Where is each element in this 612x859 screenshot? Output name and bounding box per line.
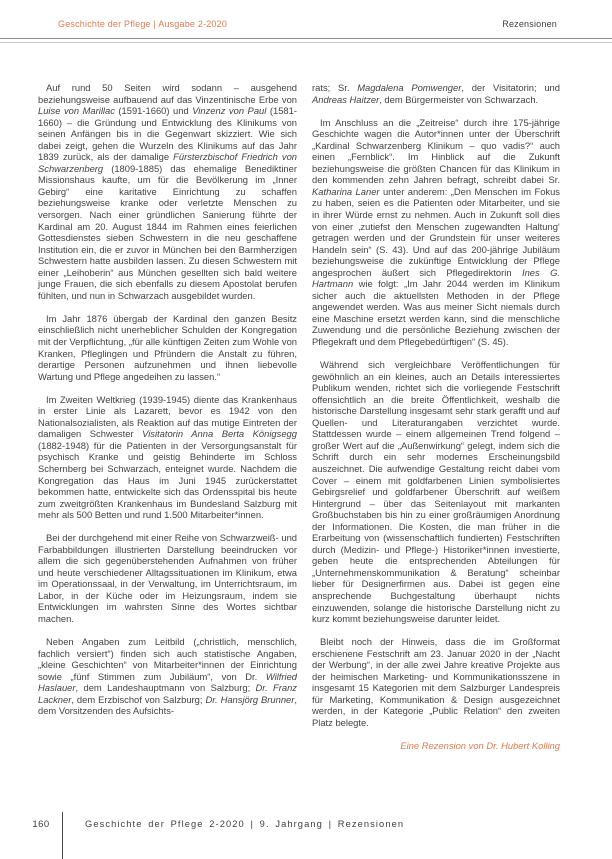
italic-text: Luise von Marillac [38,105,115,117]
review-author-line: Eine Rezension von Dr. Hubert Kolling [400,739,560,751]
body-text: (1591-1660) und [114,105,193,117]
body-text: Bei der durchgehend mit einer Reihe von Schwarzweiß- und Farbabbildungen illustrierten Darstellung beeindrucken vor allem die sich gegenüberstehenden Aufnahmen von früher und heute verschiedener Alltagssituationen im Klinikum, etwa im Operationssaal, in der Verwaltung, im Unterrichtsraum, im Labor, in der Küche oder im Heizungsraum, indem sie Entwicklungen im wahrsten Sinne des Wortes sichtbar machen. [38,532,297,625]
body-text: , dem Vorsitzenden des Aufsichts- [38,693,298,717]
body-text: , dem Landeshauptmann von Salzburg; [75,682,256,694]
header-rule [0,38,612,43]
italic-text: Vinzenz von Paul [192,105,267,117]
body-text: Im Jahr 1876 übergab der Kardinal den ganzen Besitz einschließlich nicht unerheblicher Schulden der Kongregation mit der Verpflichtung, „für alle künftigen Zeiten zum Wohle von Kranken, Pfleglingen und Pfründern die Anstalt zu führen, derartige Personen aufzunehmen und ihnen liebevolle Wartung und Pflege angedeihen zu lassen.“ [38,312,297,382]
footer-divider-line [62,812,63,859]
paragraph [312,82,560,105]
italic-text: Visitatorin Anna Berta Königsegg [142,428,297,440]
body-text: Auf rund 50 Seiten wird sodann – ausgehend beziehungsweise aufbauend auf das Vinzentinische Erbe von [38,82,297,105]
paragraph [38,394,297,521]
italic-text: Andreas Haitzer [312,93,380,105]
right-column [312,82,560,751]
paragraph [312,117,560,348]
italic-text: Magdalena Pomwenger [357,82,462,93]
italic-text: Dr. Hansjörg Brunner [205,693,295,705]
right-column-paragraphs [312,82,560,728]
italic-text: Katharina Laner [312,185,380,197]
body-text: rats; Sr. [312,82,358,93]
section-header: Rezensionen [502,19,557,29]
journal-title-header: Geschichte der Pflege | Ausgabe 2-2020 [58,19,228,29]
body-text: , dem Bürgermeister von Schwarzach. [379,93,539,105]
italic-text: Ines G. Hartmann [312,266,560,290]
paragraph [312,636,560,728]
left-column [38,82,297,751]
italic-text: Dr. Franz Lackner [38,682,297,705]
article-body [38,82,560,751]
body-text: , der Visitatorin; und [461,82,560,93]
body-text: (1809-1885) das ehemalige Benediktiner Missionshaus kaufte, um für die Bevölkerung im „Inner Gebirg“ eine karitative Einrichtung zu schaffen beziehungsweise kranke oder verletzte Menschen zu versorgen. Nach einer gründlichen Sanierung führte der Kardinal am 20. August 1844 im Rahmen eines feierlichen Gottesdienstes sieben Schwestern in die neu geschaffene Institution ein, die er zuvor in München bei den Barmherzigen Schwestern hatte ausbilden lassen. Zu diesen Schwestern mit einer „Leihoberin“ aus München gesellten sich bald weitere junge Frauen, die sich ebenfalls zu diesem Apostolat berufen fühlten, und nun in Schwarzach ausgebildet wurden. [38,162,297,301]
paragraph [38,313,297,382]
body-text: (1882-1948) für die Patienten in der Versorgungsanstalt für psychisch Kranke und geistig Behinderte im Schloss Schernberg bei Schwarzach, enteignet wurde. Nachdem die Kongregation das Haus im Juni 1945 zurückerstattet bekommen hatte, entwickelte sich das Ordensspital bis heute zum zweitgrößten Krankenhaus im Bundesland Salzburg mit mehr als 500 Betten und rund 1.500 Mitarbeiter*innen. [38,439,297,521]
body-text: (1581-1660) – die Gründung und Entwicklung des Klinikums von seinen Anfängen bis in die Gegenwart skizziert. Wie sich dabei zeigt, gehen die Wurzeln des Klinikums auf das Jahr 1839 zurück, als der damalige [38,105,297,163]
body-text: Während sich vergleichbare Veröffentlichungen für gewöhnlich an ein kleines, auch an Details interessiertes Publikum wenden, richtet sich die vorliegende Festschrift offensichtlich an die breite Öffentlichkeit, weshalb die historische Darstellung insgesamt sehr stark gerafft und auf Quellen- und Literaturangaben verzichtet wurde. Stattdessen wurde – einem allgemeinen Trend folgend – großer Wert auf die „Außenwirkung“ gelegt, indem sich die Schrift durch ein sehr modernes Erscheinungsbild auszeichnet. Die aufwendige Gestaltung reicht dabei vom Cover – einem mit goldfarbenen Linien symbolisiertes Gebirgsrelief und goldfarbener Überschrift auf weißem Hintergrund – über das Seitenlayout mit markanten Großbuchstaben bis hin zu einer großräumigen Anordnung der Informationen. Die Kosten, die man früher in die Erarbeitung von (wissenschaftlich fundierten) Festschriften durch (Medizin- und Pflege-) Historiker*innen investierte, geben heute die entsprechenden Abteilungen für „Unternehmenskommunikation & Beratung“ scheinbar lieber für Designerfirmen aus. Dabei ist gegen eine ansprechende Buchgestaltung überhaupt nichts einzuwenden, solange die historische Darstellung nicht zu kurz kommt beziehungsweise darunter leidet. [312,359,560,625]
body-text: Im Anschluss an die „Zeitreise“ durch ihre 175-jährige Geschichte wagen die Autor*innen unter der Überschrift „Kardinal Schwarzenberg Klinikum – quo vadis?“ auch einen „Fernblick“. Im Hinblick auf die Zukunft beziehungsweise die größten Chancen für das Klinikum in den kommenden zehn Jahren befragt, schreibt dabei Sr. [312,116,560,186]
paragraph [312,359,560,625]
body-text: unter anderem: „Den Menschen im Fokus zu haben, seien es die Patienten oder Mitarbeiter, und sie in ihrer Würde ernst zu nehmen. Auch in Zukunft soll dies von einer ‚zutiefst den Menschen zugewandten Haltung‘ getragen werden und der Grundstein für unser weiteres Handeln sein“ (S. 43). Und auf das 200-jährige Jubiläum beziehungsweise die zukünftige Entwicklung der Pflege angesprochen äußert sich Pflegedirektorin [312,185,560,278]
paragraph [38,82,297,301]
paragraph [38,532,297,624]
italic-text: Fürsterzbischof Friedrich von Schwarzenberg [38,151,297,174]
body-text: Im Zweiten Weltkrieg (1939-1945) diente das Krankenhaus in erster Linie als Lazarett, bevor es 1942 von den Nationalsozialisten, als Reaktion auf das mutige Eintreten der damaligen Schwester [38,393,297,440]
paragraph [38,636,297,717]
page-number: 160 [32,819,50,830]
footer-running-title: Geschichte der Pflege 2-2020 | 9. Jahrgang | Rezensionen [85,819,405,829]
page-footer [0,812,612,859]
body-text: Neben Angaben zum Leitbild („christlich, menschlich, fachlich versiert“) finden sich auch statistische Angaben, „kleine Geschichten“ von Mitarbeiter*innen der Einrichtung sowie „fünf Stimmen zum Jubiläum“, von Dr. [38,636,297,682]
body-text: Bleibt noch der Hinweis, dass die im Großformat erschienene Festschrift am 23. Januar 2020 in der „Nacht der Werbung“, in der alle zwei Jahre kreative Projekte aus der heimischen Marketing- und Kommunikationsszene in insgesamt 15 Kategorien mit dem Salzburger Landespreis für Marketing, Kommunikation & Design ausgezeichnet werden, in der Kategorie „Public Relation“ den zweiten Platz belegte. [312,636,560,728]
italic-text: Wilfried Haslauer [38,670,297,694]
body-text: , dem Erzbischof von Salzburg; [71,693,206,705]
body-text: wie folgt: „Im Jahr 2044 werden im Klinikum sicher auch die aktuellsten Methoden in der Pflege angewendet werden. Was aus meiner Sicht niemals durch eine Maschine ersetzt werden kann, sind die menschliche Zuwendung und die persönliche Beziehung zwischen der Pflegekraft und dem Pflegebedürftigen“ (S. 45). [312,278,560,347]
